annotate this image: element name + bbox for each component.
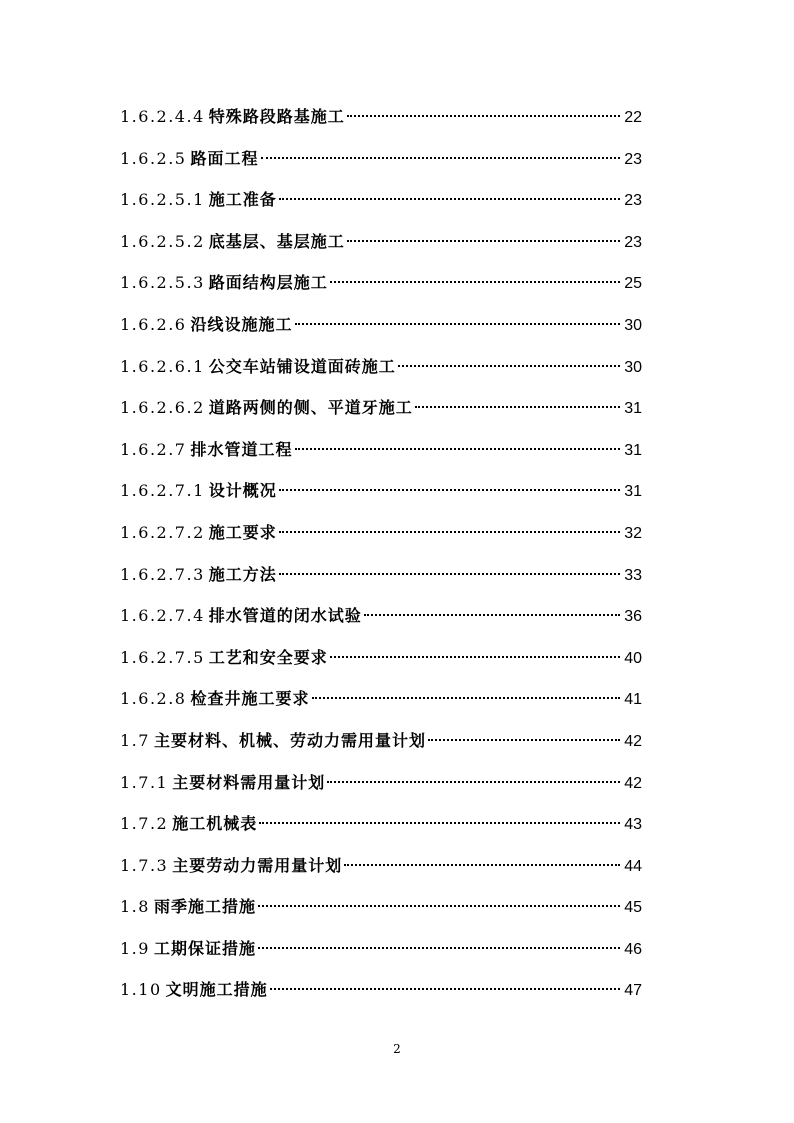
toc-entry-title: 主要材料需用量计划	[172, 772, 326, 792]
toc-entry[interactable]	[120, 146, 642, 188]
toc-entry[interactable]	[120, 770, 642, 812]
toc-entry-number: 1.6.2.4.4	[120, 107, 205, 126]
toc-entry-page: 32	[624, 524, 642, 542]
toc-entry-number: 1.6.2.6	[120, 314, 187, 334]
toc-entry-page: 36	[624, 608, 642, 626]
toc-entry-title: 施工方法	[208, 564, 277, 584]
toc-entry[interactable]	[120, 229, 642, 271]
toc-entry[interactable]	[120, 728, 642, 770]
toc-entry-page: 25	[624, 275, 642, 293]
toc-entry-page: 23	[624, 192, 642, 210]
toc-entry-number: 1.6.2.7	[120, 439, 187, 459]
toc-entry-number: 1.7.3	[120, 855, 169, 875]
toc-entry[interactable]	[120, 645, 642, 687]
toc-entry-page: 23	[624, 150, 642, 168]
toc-entry-title: 排水管道工程	[190, 439, 293, 459]
toc-dot-leader	[279, 531, 620, 533]
toc-entry-title: 设计概况	[208, 481, 277, 501]
toc-dot-leader	[364, 614, 620, 616]
toc-entry-title: 公交车站铺设道面砖施工	[208, 356, 396, 376]
toc-entry-page: 31	[624, 441, 642, 459]
toc-entry[interactable]	[120, 354, 642, 396]
toc-dot-leader	[344, 864, 620, 866]
toc-entry-title: 特殊路段路基施工	[208, 107, 345, 126]
toc-entry[interactable]	[120, 520, 642, 562]
toc-entry-page: 22	[624, 109, 642, 126]
toc-entry-number: 1.8	[120, 897, 150, 917]
toc-entry[interactable]	[120, 562, 642, 604]
toc-dot-leader	[261, 157, 621, 159]
toc-entry[interactable]	[120, 894, 642, 936]
toc-entry-page: 46	[624, 940, 642, 958]
toc-entry-page: 33	[624, 566, 642, 584]
toc-entry-page: 45	[624, 899, 642, 917]
toc-dot-leader	[398, 365, 620, 367]
toc-entry[interactable]	[120, 270, 642, 312]
toc-entry-title: 施工要求	[208, 522, 277, 542]
toc-entry-title: 文明施工措施	[165, 980, 268, 1000]
toc-entry-title: 主要劳动力需用量计划	[172, 855, 343, 875]
toc-entry-title: 排水管道的闭水试验	[208, 606, 362, 626]
toc-entry-number: 1.7.2	[120, 814, 169, 834]
toc-entry-page: 30	[624, 316, 642, 334]
toc-entry-title: 底基层、基层施工	[208, 231, 345, 251]
toc-dot-leader	[327, 781, 620, 783]
toc-entry-title: 路面工程	[190, 148, 259, 168]
toc-dot-leader	[279, 198, 620, 200]
toc-dot-leader	[330, 281, 620, 283]
table-of-contents	[120, 104, 642, 1019]
toc-entry[interactable]	[120, 936, 642, 978]
toc-entry-number: 1.6.2.7.4	[120, 606, 205, 626]
toc-entry-number: 1.7	[120, 730, 150, 750]
toc-entry-number: 1.6.2.7.1	[120, 481, 205, 501]
toc-entry[interactable]	[120, 977, 642, 1019]
toc-entry[interactable]	[120, 104, 642, 146]
page-number: 2	[393, 1042, 401, 1056]
toc-entry-page: 42	[624, 732, 642, 750]
toc-entry-page: 47	[624, 982, 642, 1000]
toc-dot-leader	[428, 739, 620, 741]
toc-entry-title: 主要材料、机械、劳动力需用量计划	[153, 730, 426, 750]
toc-entry-number: 1.6.2.6.1	[120, 356, 205, 376]
toc-entry[interactable]	[120, 395, 642, 437]
toc-dot-leader	[415, 406, 620, 408]
toc-dot-leader	[295, 323, 621, 325]
toc-entry-number: 1.6.2.5	[120, 148, 187, 168]
toc-entry-title: 施工机械表	[172, 814, 258, 834]
toc-entry-title: 路面结构层施工	[208, 273, 328, 293]
toc-entry-number: 1.6.2.5.2	[120, 231, 205, 251]
toc-entry[interactable]	[120, 811, 642, 853]
toc-entry-page: 43	[624, 816, 642, 834]
toc-entry-number: 1.6.2.6.2	[120, 398, 205, 418]
toc-entry-number: 1.6.2.7.3	[120, 564, 205, 584]
toc-entry[interactable]	[120, 853, 642, 895]
toc-dot-leader	[279, 489, 620, 491]
toc-entry-number: 1.6.2.8	[120, 689, 187, 709]
toc-entry[interactable]	[120, 603, 642, 645]
toc-entry-number: 1.6.2.5.3	[120, 273, 205, 293]
toc-entry-page: 23	[624, 233, 642, 251]
toc-entry-page: 31	[624, 400, 642, 418]
toc-dot-leader	[259, 822, 620, 824]
toc-entry-page: 42	[624, 774, 642, 792]
toc-entry-number: 1.6.2.5.1	[120, 190, 205, 210]
toc-entry-page: 41	[624, 691, 642, 709]
toc-dot-leader	[312, 697, 621, 699]
toc-entry[interactable]	[120, 478, 642, 520]
toc-entry-title: 施工准备	[208, 190, 277, 210]
toc-entry[interactable]	[120, 187, 642, 229]
toc-entry-title: 沿线设施施工	[190, 314, 293, 334]
toc-entry-number: 1.6.2.7.5	[120, 647, 205, 667]
toc-dot-leader	[330, 656, 620, 658]
toc-entry-page: 44	[624, 857, 642, 875]
toc-entry-number: 1.9	[120, 938, 150, 958]
toc-entry-title: 道路两侧的侧、平道牙施工	[208, 398, 413, 418]
toc-dot-leader	[347, 115, 620, 117]
toc-entry-number: 1.10	[120, 980, 162, 1000]
toc-entry-title: 检查井施工要求	[190, 689, 310, 709]
toc-entry-page: 30	[624, 358, 642, 376]
toc-dot-leader	[258, 947, 620, 949]
toc-entry[interactable]	[120, 686, 642, 728]
toc-dot-leader	[295, 448, 621, 450]
toc-dot-leader	[347, 240, 620, 242]
toc-entry-number: 1.6.2.7.2	[120, 522, 205, 542]
toc-entry-title: 雨季施工措施	[153, 897, 256, 917]
toc-entry-page: 40	[624, 649, 642, 667]
toc-dot-leader	[270, 988, 620, 990]
toc-entry-page: 31	[624, 483, 642, 501]
toc-entry[interactable]	[120, 437, 642, 479]
toc-entry-title: 工期保证措施	[153, 938, 256, 958]
toc-entry-number: 1.7.1	[120, 772, 169, 792]
toc-entry[interactable]	[120, 312, 642, 354]
toc-entry-title: 工艺和安全要求	[208, 647, 328, 667]
toc-dot-leader	[279, 573, 620, 575]
toc-dot-leader	[258, 905, 620, 907]
